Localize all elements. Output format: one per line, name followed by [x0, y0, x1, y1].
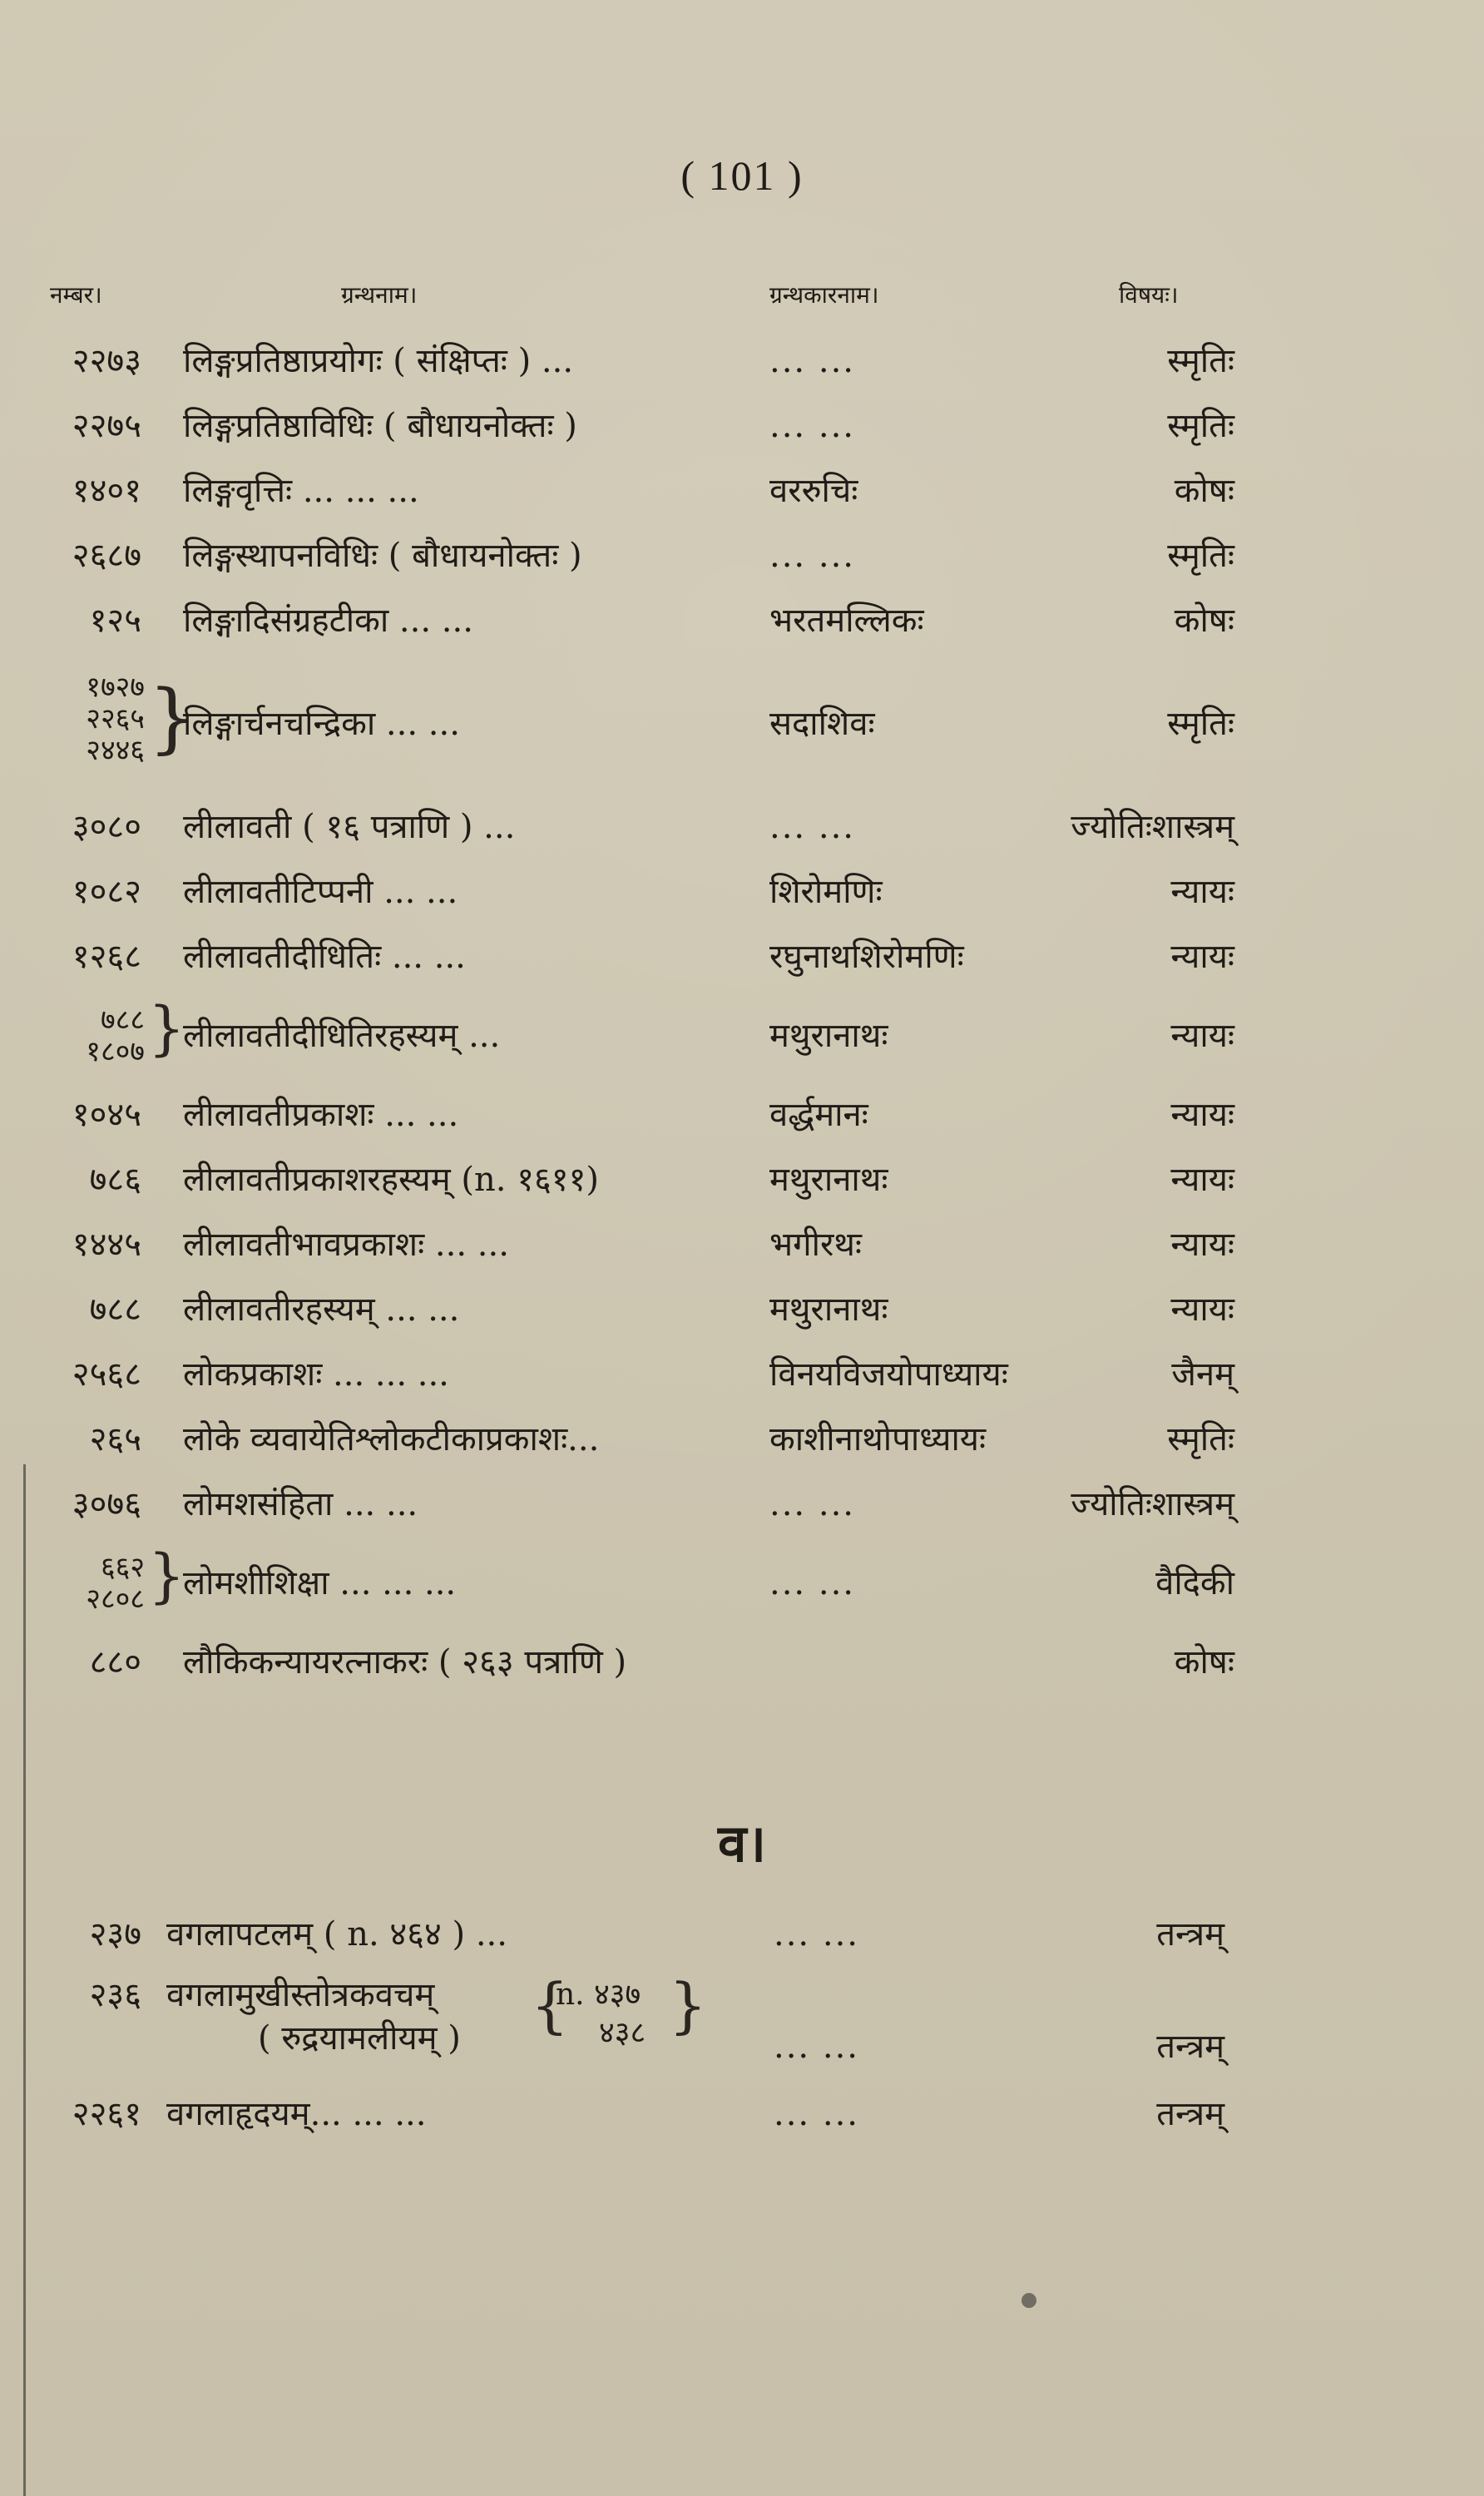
table-row: [0, 394, 1484, 458]
entry-author: ... ...: [774, 2095, 860, 2133]
entry-number: २४४६: [86, 734, 145, 767]
entry-number: २३६: [89, 1976, 141, 2014]
entry-author: ... ...: [769, 808, 856, 846]
entry-number: २३७: [89, 1915, 141, 1954]
entry-author: ... ...: [769, 537, 856, 575]
table-row: [0, 653, 1484, 795]
table-row: [0, 458, 1484, 523]
entry-number: १२५: [89, 602, 141, 640]
entry-number: २२६५: [86, 702, 145, 735]
entry-subject: स्मृतिः: [1167, 537, 1234, 575]
entry-subject: तन्त्रम्: [1156, 2028, 1224, 2066]
entry-title-line1: वगलामुखीस्तोत्रकवचम्: [166, 1976, 435, 2014]
entry-number-group: [35, 671, 145, 766]
entry-subject: न्यायः: [1170, 1161, 1234, 1199]
entry-number: १४४५: [72, 1226, 141, 1264]
table-row: [0, 989, 1484, 1082]
entry-title: वगलापटलम् ( n. ४६४ ) ...: [166, 1915, 507, 1954]
entry-title: लीलावतीभावप्रकाशः ... ...: [183, 1226, 509, 1264]
entry-subject: ज्योतिःशास्त्रम्: [1071, 808, 1234, 846]
table-row: [0, 859, 1484, 924]
entry-number: ७८६: [89, 1161, 141, 1199]
entry-title: लिङ्गार्चनचन्द्रिका ... ...: [183, 705, 460, 743]
entry-number: ७८८: [89, 1290, 141, 1329]
entry-author: ... ...: [769, 342, 856, 380]
entry-number: २६८७: [72, 537, 141, 575]
header-title: ग्रन्थनाम।: [341, 281, 418, 309]
entry-number: २८०८: [86, 1582, 145, 1616]
entry-author: ... ...: [774, 2028, 860, 2066]
entry-author: भरतमल्लिकः: [769, 602, 924, 640]
entry-subject: न्यायः: [1170, 1226, 1234, 1264]
entry-author: वर्द्धमानः: [769, 1096, 868, 1134]
entry-number: १४०१: [72, 472, 141, 510]
entry-number: २२६१: [72, 2095, 141, 2133]
header-subject: विषयः।: [1119, 281, 1179, 309]
entry-author: ... ...: [774, 1915, 860, 1954]
entry-number: १८०७: [86, 1035, 145, 1068]
entry-subject: न्यायः: [1170, 1290, 1234, 1329]
entry-title: लिङ्गस्थापनविधिः ( बौधायनोक्तः ): [183, 537, 582, 575]
entry-subject: स्मृतिः: [1167, 1420, 1234, 1458]
entry-title: लीलावतीप्रकाशः ... ...: [183, 1096, 459, 1134]
entry-title-line2: ( रुद्रयामलीयम् ): [258, 2019, 461, 2058]
entry-title: लीलावतीदीधितिरहस्यम् ...: [183, 1017, 501, 1055]
table-row: [0, 2078, 1484, 2150]
entry-number: २२७५: [72, 407, 141, 445]
entry-title: लीलावतीटिप्पनी ... ...: [183, 873, 458, 911]
entry-title: लिङ्गादिसंग्रहटीका ... ...: [183, 602, 473, 640]
entry-author: वररुचिः: [769, 472, 858, 510]
entry-author: मथुरानाथः: [769, 1161, 888, 1199]
entry-subject: कोषः: [1174, 1643, 1234, 1681]
table-row: [0, 1472, 1484, 1537]
entry-author: विनयविजयोपाध्यायः: [769, 1355, 1008, 1394]
ref-number: ४३८: [599, 2016, 646, 2050]
brace-glyph: }: [148, 994, 186, 1062]
entry-subject: न्यायः: [1170, 873, 1234, 911]
table-row: [0, 523, 1484, 588]
table-row: [0, 795, 1484, 859]
entry-number: २२७३: [72, 342, 141, 380]
entry-author: रघुनाथशिरोमणिः: [769, 938, 964, 976]
entry-number-group: [35, 1004, 145, 1067]
entry-number: १०८२: [72, 873, 141, 911]
entry-number: ३०७६: [72, 1485, 141, 1523]
brace-glyph: }: [148, 673, 197, 762]
entry-author: मथुरानाथः: [769, 1017, 888, 1055]
header-author: ग्रन्थकारनाम।: [769, 281, 879, 309]
entry-subject: स्मृतिः: [1167, 705, 1234, 743]
entry-number: ८८०: [89, 1643, 141, 1681]
entry-subject: जैनम्: [1171, 1355, 1234, 1394]
entry-author: काशीनाथोपाध्यायः: [769, 1420, 987, 1458]
table-row: [0, 1970, 1484, 2078]
entry-author: भगीरथः: [769, 1226, 862, 1264]
entry-title: वगलाहृदयम्... ... ...: [166, 2095, 427, 2133]
entry-title: लोमशीशिक्षा ... ... ...: [183, 1564, 457, 1602]
entry-number: ७८८: [100, 1003, 145, 1037]
entry-subject: न्यायः: [1170, 1017, 1234, 1055]
entry-title: लिङ्गप्रतिष्ठाप्रयोगः ( संक्षिप्तः ) ...: [183, 342, 574, 380]
ref-number: n. ४३७: [556, 1978, 641, 2012]
entry-number: १७२७: [86, 671, 145, 704]
entry-title: लोकप्रकाशः ... ... ...: [183, 1355, 449, 1394]
header-number: नम्बर।: [50, 281, 102, 309]
entry-number: १२६८: [72, 938, 141, 976]
entry-title: लोके व्यवायेतिश्लोकटीकाप्रकाशः...: [183, 1420, 600, 1458]
column-headers: [0, 279, 1484, 319]
section-heading: व।: [718, 1813, 766, 1874]
entry-subject: स्मृतिः: [1167, 407, 1234, 445]
entry-author: सदाशिवः: [769, 705, 875, 743]
entry-title: लौकिकन्यायरत्नाकरः ( २६३ पत्राणि ): [183, 1643, 627, 1681]
entry-subject: वैदिकी: [1155, 1564, 1234, 1602]
table-row: [0, 924, 1484, 989]
entry-subject: न्यायः: [1170, 938, 1234, 976]
entry-number: ६६२: [100, 1551, 145, 1584]
entry-subject: कोषः: [1174, 602, 1234, 640]
entry-number: १०४५: [72, 1096, 141, 1134]
table-row: [0, 588, 1484, 653]
entry-author: ... ...: [769, 407, 856, 445]
entry-title: लीलावतीरहस्यम् ... ...: [183, 1290, 460, 1329]
entry-subject: स्मृतिः: [1167, 342, 1234, 380]
ink-speck: [1021, 2293, 1036, 2308]
table-row: [0, 1407, 1484, 1472]
entry-author: मथुरानाथः: [769, 1290, 888, 1329]
entry-title: लीलावतीप्रकाशरहस्यम् (n. १६११): [183, 1161, 599, 1199]
section-entries: [0, 1899, 1484, 2150]
entry-title: लीलावती ( १६ पत्राणि ) ...: [183, 808, 516, 846]
entry-subject: तन्त्रम्: [1156, 1915, 1224, 1954]
entry-author: शिरोमणिः: [769, 873, 883, 911]
table-row: [0, 1537, 1484, 1630]
table-row: [0, 1277, 1484, 1342]
entry-title: लिङ्गप्रतिष्ठाविधिः ( बौधायनोक्तः ): [183, 407, 577, 445]
entry-number: ३०८०: [72, 808, 141, 846]
entry-subject: कोषः: [1174, 472, 1234, 510]
entry-title: लिङ्गवृत्तिः ... ... ...: [183, 472, 419, 510]
table-row: [0, 1342, 1484, 1407]
table-row: [0, 1212, 1484, 1277]
entry-author: ... ...: [769, 1485, 856, 1523]
entry-title: लीलावतीदीधितिः ... ...: [183, 938, 466, 976]
catalog-entries: [0, 329, 1484, 1695]
entry-number-group: [35, 1552, 145, 1615]
table-row: [0, 1899, 1484, 1970]
entry-author: ... ...: [769, 1564, 856, 1602]
table-row: [0, 1147, 1484, 1212]
entry-number: २६५: [89, 1420, 141, 1458]
brace-glyph: {: [531, 1970, 569, 2040]
brace-glyph: }: [148, 1542, 186, 1610]
entry-number: २५६८: [72, 1355, 141, 1394]
entry-subject: तन्त्रम्: [1156, 2095, 1224, 2133]
table-row: [0, 1082, 1484, 1147]
entry-subject: न्यायः: [1170, 1096, 1234, 1134]
table-row: [0, 329, 1484, 394]
entry-title: लोमशसंहिता ... ...: [183, 1485, 418, 1523]
table-row: [0, 1630, 1484, 1695]
page-number: ( 101 ): [680, 152, 804, 199]
entry-subject: ज्योतिःशास्त्रम्: [1071, 1485, 1234, 1523]
brace-glyph: }: [669, 1970, 707, 2040]
